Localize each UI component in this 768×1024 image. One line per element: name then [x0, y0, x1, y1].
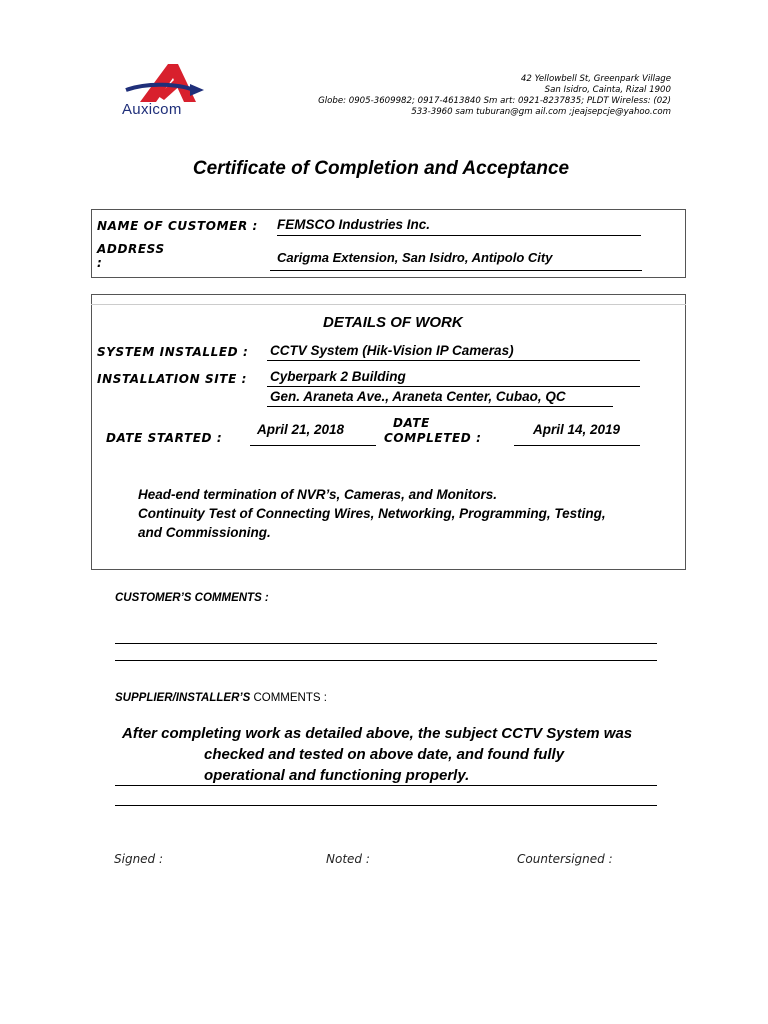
supplier-label-bold: SUPPLIER/INSTALLER’S	[115, 692, 251, 704]
acceptance-statement-line-1: After completing work as detailed above, the subject CCTV System was	[122, 725, 633, 742]
installation-site-label: INSTALLATION SITE :	[97, 372, 248, 386]
installation-site-value-2: Gen. Araneta Ave., Araneta Center, Cubao, QC	[267, 389, 613, 407]
signed-label: Signed :	[114, 852, 164, 866]
description-line: Head-end termination of NVR’s, Cameras, and Monitors.	[138, 487, 498, 502]
address-line: 42 Yellowbell St, Greenpark Village	[520, 74, 671, 84]
comment-line	[115, 805, 657, 806]
customer-name-label: NAME OF CUSTOMER :	[97, 219, 258, 233]
page-title: Certificate of Completion and Acceptance	[192, 158, 570, 179]
details-heading: DETAILS OF WORK	[323, 314, 463, 331]
acceptance-statement-line-3: operational and functioning properly.	[204, 767, 470, 784]
date-completed-label-1: DATE	[393, 416, 430, 430]
details-box-topline	[91, 304, 686, 305]
system-installed-label: SYSTEM INSTALLED :	[97, 345, 249, 359]
phone-line: Globe: 0905-3609982; 0917-4613840 Sm art: 0921-8237835; PLDT Wireless: (02)	[318, 96, 671, 106]
customer-comments-label: CUSTOMER’S COMMENTS :	[115, 592, 269, 604]
date-started-label: DATE STARTED :	[106, 431, 223, 445]
acceptance-statement-line-2: checked and tested on above date, and found fully	[204, 746, 565, 763]
comment-line	[115, 643, 657, 644]
date-completed-label-2: COMPLETED :	[384, 431, 482, 445]
description-line: Continuity Test of Connecting Wires, Networking, Programming, Testing,	[138, 506, 606, 521]
address-line: San Isidro, Cainta, Rizal 1900	[544, 85, 671, 95]
address-label-colon: :	[97, 256, 103, 270]
countersigned-label: Countersigned :	[517, 852, 613, 866]
address-label: ADDRESS	[97, 242, 165, 256]
logo-text: Auxicom	[122, 101, 182, 118]
installation-site-value-1: Cyberpark 2 Building	[267, 369, 640, 387]
comment-line	[115, 660, 657, 661]
date-completed-value: April 14, 2019	[514, 422, 640, 446]
work-description	[138, 485, 606, 542]
company-contact	[318, 74, 671, 118]
supplier-label-normal: COMMENTS :	[250, 692, 327, 704]
address-value: Carigma Extension, San Isidro, Antipolo City	[270, 250, 642, 271]
noted-label: Noted :	[326, 852, 370, 866]
description-line: and Commissioning.	[138, 525, 271, 540]
email-line: 533-3960 sam tuburan@gm ail.com ;jeajsepcje@yahoo.com	[411, 107, 671, 117]
date-started-value: April 21, 2018	[250, 422, 376, 446]
system-installed-value: CCTV System (Hik-Vision IP Cameras)	[267, 343, 640, 361]
comment-line	[115, 785, 657, 786]
customer-name-value: FEMSCO Industries Inc.	[277, 217, 641, 236]
supplier-comments-label	[115, 686, 327, 705]
